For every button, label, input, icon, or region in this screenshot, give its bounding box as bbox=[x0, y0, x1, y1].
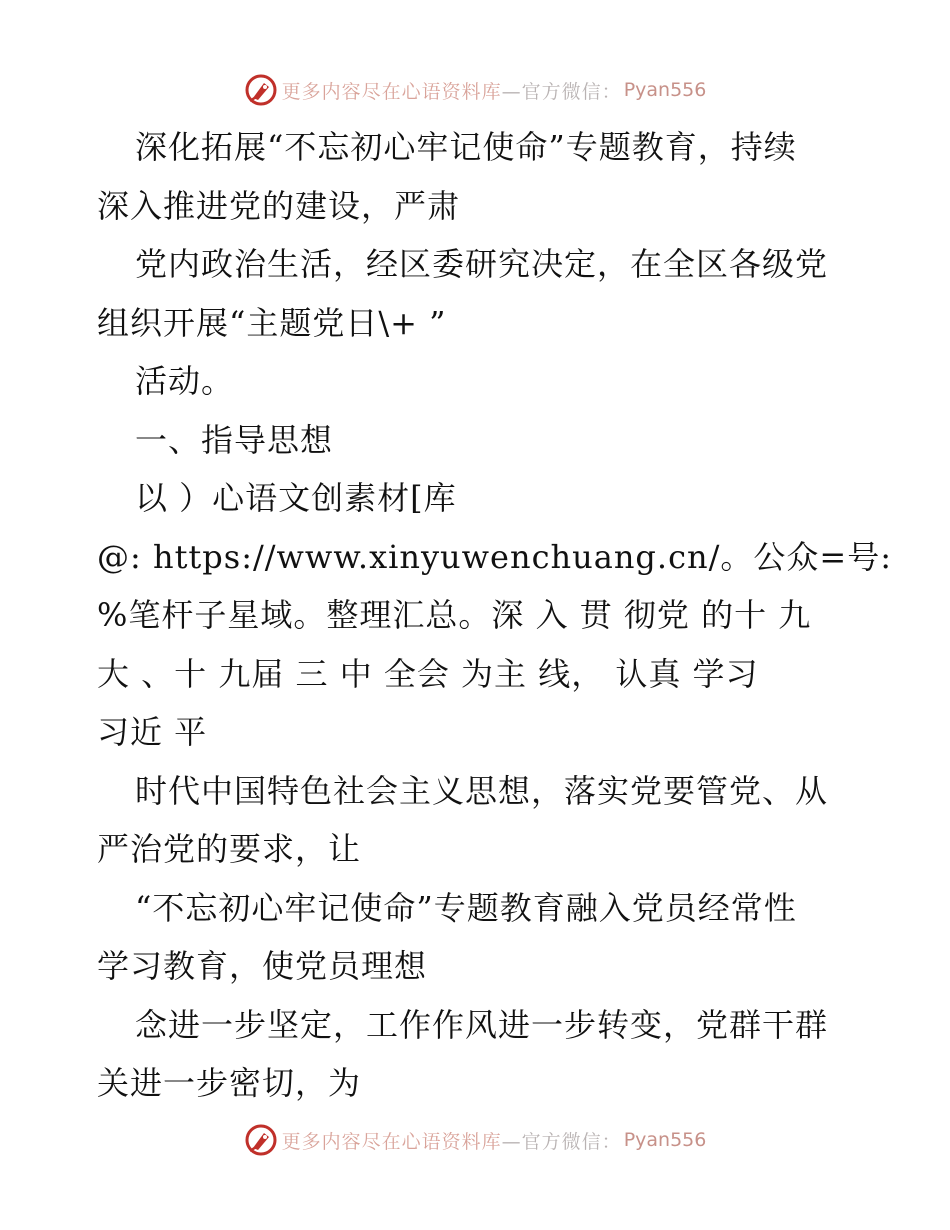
paragraph-line: 深入推进党的建设，严肃 bbox=[97, 186, 461, 225]
paragraph-line: 时代中国特色社会主义思想，落实党要管党、从 bbox=[135, 771, 829, 810]
paragraph-line: 习近 平 bbox=[97, 713, 208, 751]
paragraph-line: 组织开展“主题党日\+ ” bbox=[97, 303, 447, 342]
paragraph-line: “不忘初心牢记使命”专题教育融入党员经常性 bbox=[135, 888, 797, 927]
paragraph-line: 以 ）心语文创素材[库 bbox=[135, 479, 457, 517]
document-body bbox=[97, 118, 892, 1113]
banner-text: 更多内容尽在心语资料库 bbox=[281, 80, 502, 103]
paragraph-line: 大 、十 九届 三 中 全会 为主 线， 认真 学习 bbox=[97, 654, 759, 693]
paragraph-line-url: @: https://www.xinyuwenchuang.cn/。公众=号: bbox=[97, 537, 892, 576]
banner-wechat-label: —官方微信： bbox=[501, 1130, 622, 1153]
pen-nib-circle-icon bbox=[244, 73, 278, 107]
footer-watermark-banner bbox=[0, 1120, 950, 1160]
banner-wechat-id: Pyan556 bbox=[623, 1129, 707, 1151]
paragraph-line: 深化拓展“不忘初心牢记使命”专题教育，持续 bbox=[135, 128, 797, 166]
paragraph-line: 党内政治生活，经区委研究决定，在全区各级党 bbox=[135, 245, 829, 283]
paragraph-line: 念进一步坚定，工作作风进一步转变，党群干群 bbox=[135, 1005, 829, 1044]
paragraph-line: 关进一步密切，为 bbox=[97, 1064, 362, 1102]
section-heading: 一、指导思想 bbox=[135, 420, 334, 459]
paragraph-line: 严治党的要求，让 bbox=[97, 830, 362, 868]
paragraph-line: %笔杆子星域。整理汇总。深 入 贯 彻党 的十 九 bbox=[97, 596, 812, 634]
pen-nib-circle-icon bbox=[244, 1123, 278, 1157]
header-watermark-banner bbox=[0, 70, 950, 110]
banner-wechat-label: —官方微信： bbox=[501, 80, 622, 103]
banner-text: 更多内容尽在心语资料库 bbox=[281, 1130, 502, 1153]
paragraph-line: 活动。 bbox=[135, 362, 235, 400]
banner-wechat-id: Pyan556 bbox=[623, 79, 707, 101]
paragraph-line: 学习教育，使党员理想 bbox=[97, 947, 428, 985]
